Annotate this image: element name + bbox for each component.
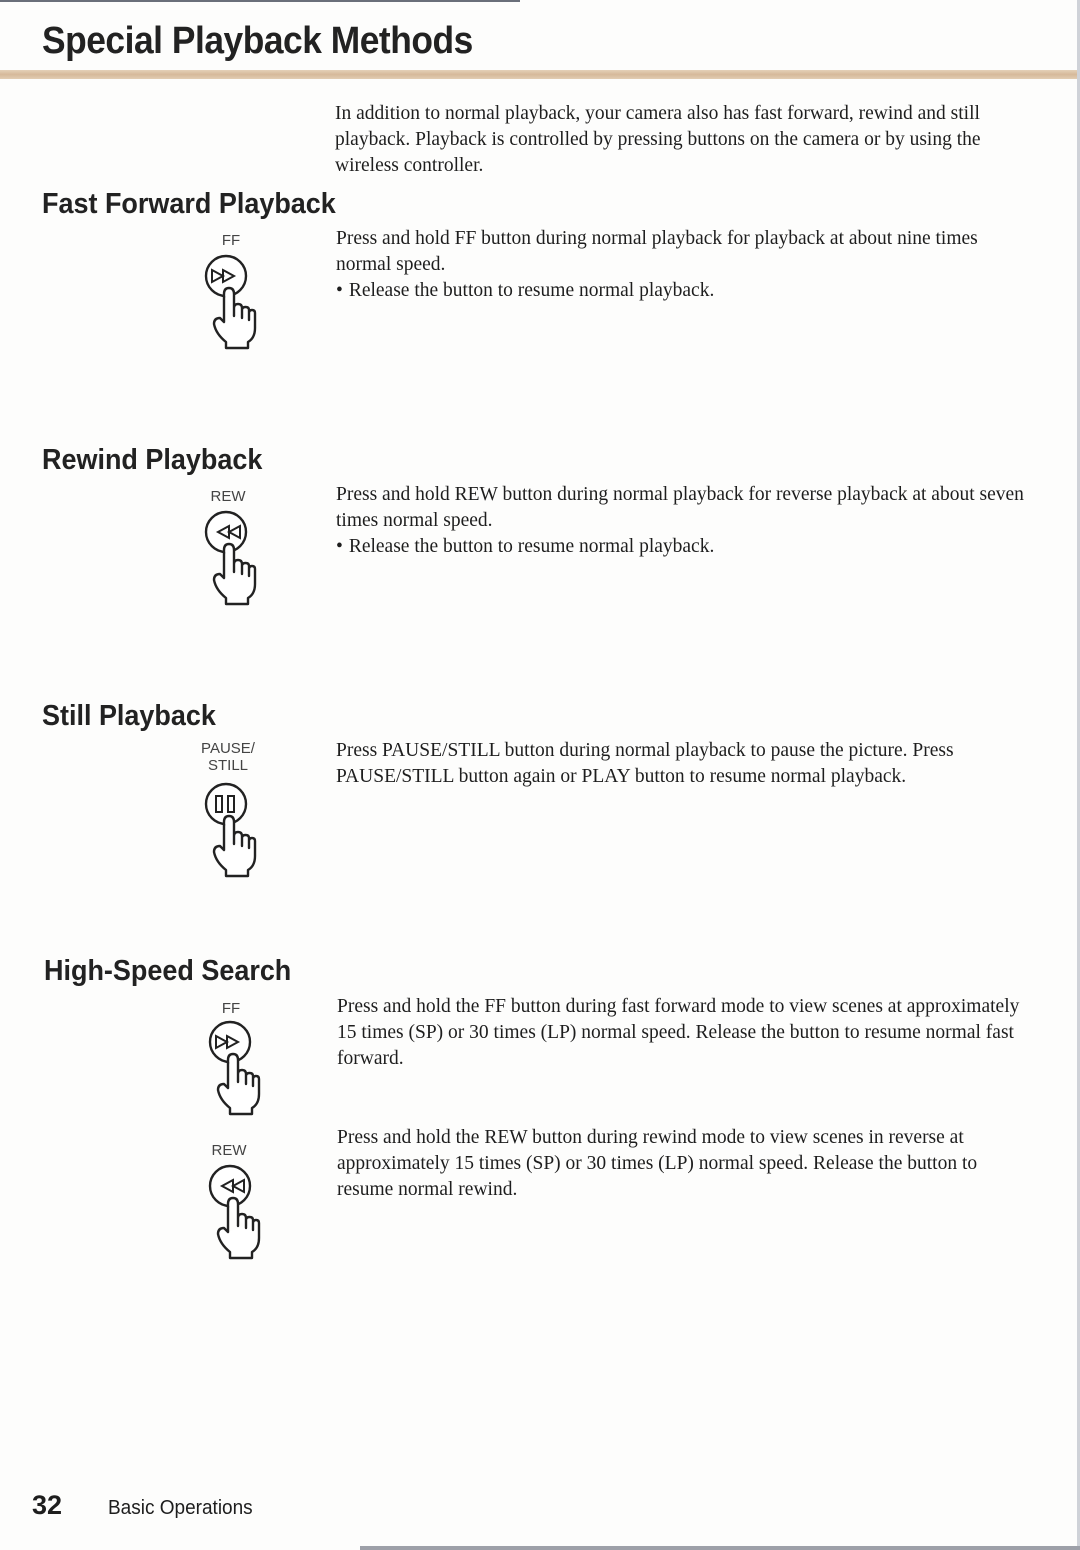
rewind-button-press-icon — [202, 506, 262, 606]
description-bullet: • Release the button to resume normal playback. — [336, 534, 1026, 560]
button-label-rew: REW — [211, 1142, 247, 1159]
pause-button-press-icon — [202, 778, 262, 878]
page-title: Special Playback Methods — [42, 20, 473, 62]
section-heading: Fast Forward Playback — [42, 188, 336, 220]
description-text: Press and hold FF button during normal playback for playback at about nine times normal speed. — [336, 228, 978, 275]
scan-edge-bottom — [360, 1546, 1080, 1550]
title-rule — [0, 70, 1077, 79]
rewind-button-press-icon — [206, 1160, 266, 1260]
label-line: STILL — [207, 757, 249, 774]
description-text: Press PAUSE/STILL button during normal playback to pause the picture. Press PAUSE/STILL button again or PLAY button to resume normal playback. — [336, 740, 954, 787]
page-number: 32 — [32, 1490, 63, 1520]
section-description — [336, 482, 1026, 560]
description-text: Press and hold the FF button during fast forward mode to view scenes at approximately 15 times (SP) or 30 times (LP) normal speed. Release the button to resume normal fast forward. — [337, 996, 1020, 1069]
label-line: PAUSE/ — [201, 740, 255, 757]
fast-forward-button-press-icon — [206, 1016, 266, 1116]
button-label-ff: FF — [221, 1000, 241, 1017]
section-heading: Rewind Playback — [42, 444, 263, 476]
section-description — [336, 738, 1026, 790]
description-text: Press and hold the REW button during rewind mode to view scenes in reverse at approximately 15 times (SP) or 30 times (LP) normal speed. Release the button to resume normal rewind. — [337, 1127, 978, 1200]
footer-section-name: Basic Operations — [108, 1497, 253, 1519]
section-description — [337, 994, 1027, 1072]
button-label-ff: FF — [221, 232, 241, 249]
description-text: Press and hold REW button during normal playback for reverse playback at about seven times normal speed. — [336, 484, 1024, 531]
button-label-pause-still — [183, 740, 273, 774]
section-heading: High-Speed Search — [44, 955, 292, 987]
scan-edge-top — [0, 0, 520, 2]
section-description — [336, 226, 1026, 304]
intro-paragraph: In addition to normal playback, your camera also has fast forward, rewind and still playback. Playback is controlled by pressing buttons on the camera or by using the wireless controller. — [335, 103, 981, 176]
section-description — [337, 1125, 1027, 1203]
button-label-rew: REW — [210, 488, 246, 505]
description-bullet: • Release the button to resume normal playback. — [336, 278, 1026, 304]
section-heading: Still Playback — [42, 700, 216, 732]
fast-forward-button-press-icon — [202, 250, 262, 350]
